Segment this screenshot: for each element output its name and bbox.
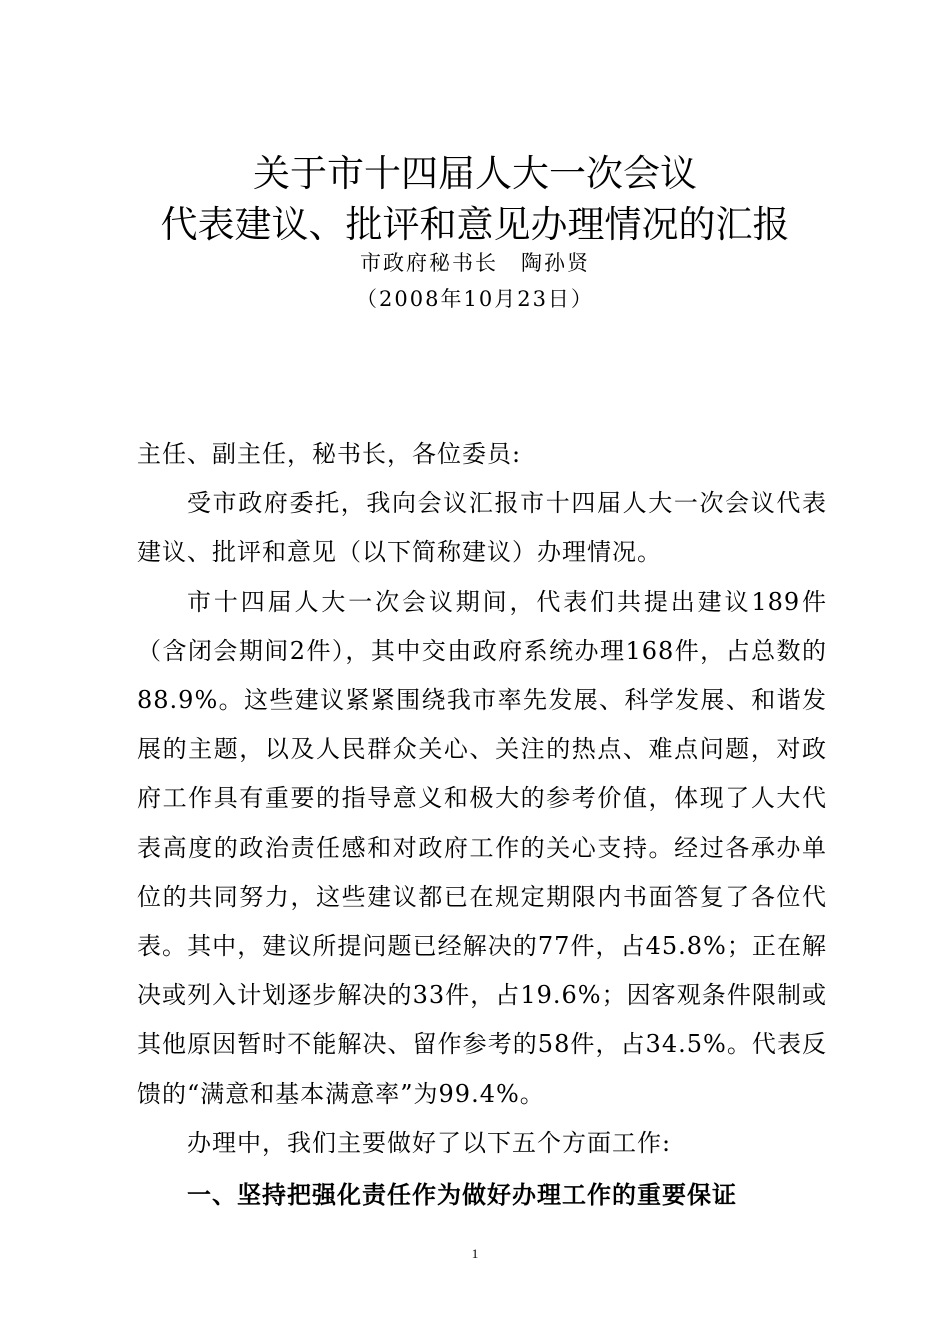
title-line-1: 关于市十四届人大一次会议: [253, 152, 697, 195]
date-line: （2008年10月23日）: [356, 287, 594, 311]
author-line: 市政府秘书长 陶孙贤: [360, 251, 590, 275]
paragraph-2: 市十四届人大一次会议期间，代表们共提出建议189件（含闭会期间2件），其中交由政府系统办理168件，占总数的88.9%。这些建议紧紧围绕我市率先发展、科学发展、和谐发展的主题，以及人民群众关心、关注的热点、难点问题，对政府工作具有重要的指导意义和极大的参考价值，体现了人大代表高度的政治责任感和对政府工作的关心支持。经过各承办单位的共同努力，这些建议都已在规定期限内书面答复了各位代表。其中，建议所提问题已经解决的77件，占45.8%；正在解决或列入计划逐步解决的33件，占19.6%；因客观条件限制或其他原因暂时不能解决、留作参考的58件，占34.5%。代表反馈的“满意和基本满意率”为99.4%。: [137, 587, 827, 1108]
section-heading: 一、坚持把强化责任作为做好办理工作的重要保证: [187, 1180, 737, 1210]
document-body: [137, 430, 827, 1219]
title-line-2: 代表建议、批评和意见办理情况的汇报: [160, 203, 790, 246]
page-number: 1: [471, 1246, 479, 1261]
salutation: 主任、副主任，秘书长，各位委员:: [137, 440, 522, 468]
paragraph-3: 办理中，我们主要做好了以下五个方面工作:: [187, 1128, 672, 1157]
paragraph-1: 受市政府委托，我向会议汇报市十四届人大一次会议代表建议、批评和意见（以下简称建议）办理情况。: [137, 489, 827, 567]
